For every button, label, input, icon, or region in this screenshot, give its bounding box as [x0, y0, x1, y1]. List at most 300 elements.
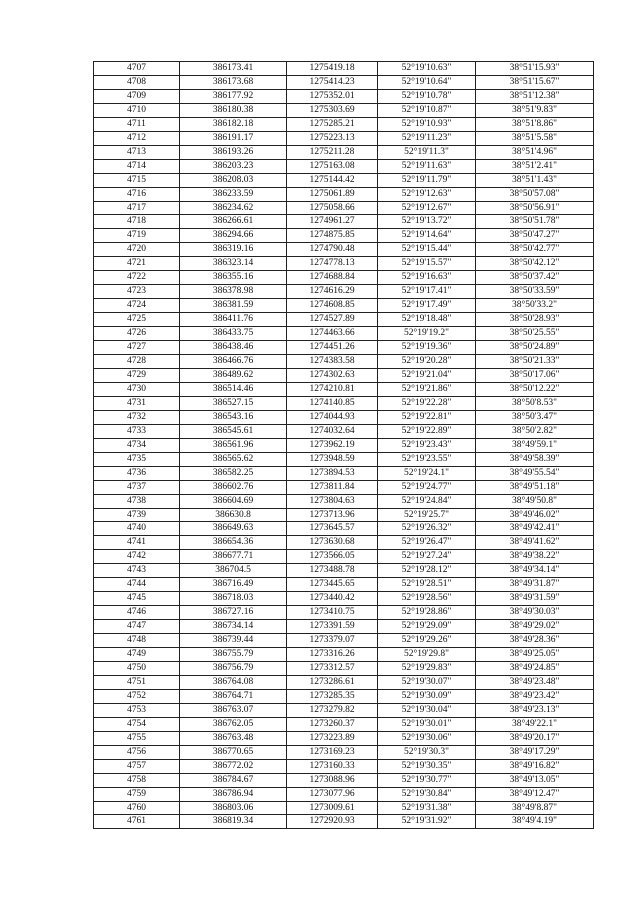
table-row [94, 745, 594, 759]
latitude-cell: 52°19'10.78" [378, 89, 476, 103]
y-coordinate-cell: 1273169.23 [287, 745, 378, 759]
latitude-cell: 52°19'30.07" [378, 675, 476, 689]
point-number-cell: 4745 [94, 592, 180, 606]
y-coordinate-cell: 1274140.85 [287, 396, 378, 410]
x-coordinate-cell: 386764.71 [180, 689, 287, 703]
point-number-cell: 4710 [94, 103, 180, 117]
table-row [94, 117, 594, 131]
point-number-cell: 4712 [94, 131, 180, 145]
latitude-cell: 52°19'24.77" [378, 480, 476, 494]
table-row [94, 494, 594, 508]
longitude-cell: 38°49'41.62" [476, 536, 594, 550]
latitude-cell: 52°19'15.57" [378, 257, 476, 271]
x-coordinate-cell: 386182.18 [180, 117, 287, 131]
table-row [94, 368, 594, 382]
point-number-cell: 4732 [94, 410, 180, 424]
x-coordinate-cell: 386514.46 [180, 382, 287, 396]
x-coordinate-cell: 386378.98 [180, 285, 287, 299]
point-number-cell: 4739 [94, 508, 180, 522]
longitude-cell: 38°50'2.82" [476, 424, 594, 438]
latitude-cell: 52°19'28.86" [378, 606, 476, 620]
point-number-cell: 4708 [94, 75, 180, 89]
table-row [94, 536, 594, 550]
latitude-cell: 52°19'30.84" [378, 787, 476, 801]
point-number-cell: 4725 [94, 313, 180, 327]
point-number-cell: 4715 [94, 173, 180, 187]
y-coordinate-cell: 1273316.26 [287, 648, 378, 662]
latitude-cell: 52°19'28.56" [378, 592, 476, 606]
longitude-cell: 38°49'20.17" [476, 731, 594, 745]
point-number-cell: 4742 [94, 550, 180, 564]
table-row [94, 438, 594, 452]
point-number-cell: 4750 [94, 661, 180, 675]
latitude-cell: 52°19'13.72" [378, 215, 476, 229]
latitude-cell: 52°19'21.86" [378, 382, 476, 396]
latitude-cell: 52°19'30.09" [378, 689, 476, 703]
point-number-cell: 4755 [94, 731, 180, 745]
x-coordinate-cell: 386323.14 [180, 257, 287, 271]
x-coordinate-cell: 386180.38 [180, 103, 287, 117]
latitude-cell: 52°19'27.24" [378, 550, 476, 564]
longitude-cell: 38°49'25.05" [476, 648, 594, 662]
y-coordinate-cell: 1275061.89 [287, 187, 378, 201]
table-row [94, 648, 594, 662]
coordinates-table-body [94, 62, 594, 829]
point-number-cell: 4711 [94, 117, 180, 131]
latitude-cell: 52°19'30.77" [378, 773, 476, 787]
x-coordinate-cell: 386489.62 [180, 368, 287, 382]
x-coordinate-cell: 386716.49 [180, 578, 287, 592]
x-coordinate-cell: 386763.48 [180, 731, 287, 745]
x-coordinate-cell: 386604.69 [180, 494, 287, 508]
latitude-cell: 52°19'11.63" [378, 159, 476, 173]
latitude-cell: 52°19'24.1" [378, 466, 476, 480]
y-coordinate-cell: 1273713.96 [287, 508, 378, 522]
y-coordinate-cell: 1273286.61 [287, 675, 378, 689]
point-number-cell: 4746 [94, 606, 180, 620]
longitude-cell: 38°50'56.91" [476, 201, 594, 215]
y-coordinate-cell: 1275163.08 [287, 159, 378, 173]
longitude-cell: 38°49'28.36" [476, 634, 594, 648]
table-row [94, 522, 594, 536]
longitude-cell: 38°51'8.86" [476, 117, 594, 131]
y-coordinate-cell: 1273312.57 [287, 661, 378, 675]
x-coordinate-cell: 386784.67 [180, 773, 287, 787]
longitude-cell: 38°51'5.58" [476, 131, 594, 145]
point-number-cell: 4751 [94, 675, 180, 689]
y-coordinate-cell: 1274302.63 [287, 368, 378, 382]
x-coordinate-cell: 386602.76 [180, 480, 287, 494]
table-row [94, 661, 594, 675]
longitude-cell: 38°51'2.41" [476, 159, 594, 173]
x-coordinate-cell: 386786.94 [180, 787, 287, 801]
point-number-cell: 4721 [94, 257, 180, 271]
latitude-cell: 52°19'18.48" [378, 313, 476, 327]
table-row [94, 285, 594, 299]
longitude-cell: 38°49'24.85" [476, 661, 594, 675]
table-row [94, 243, 594, 257]
latitude-cell: 52°19'11.23" [378, 131, 476, 145]
longitude-cell: 38°49'51.18" [476, 480, 594, 494]
longitude-cell: 38°51'12.38" [476, 89, 594, 103]
table-row [94, 62, 594, 76]
coordinates-table [93, 61, 594, 829]
point-number-cell: 4749 [94, 648, 180, 662]
table-row [94, 424, 594, 438]
y-coordinate-cell: 1275211.28 [287, 145, 378, 159]
latitude-cell: 52°19'31.92" [378, 815, 476, 829]
latitude-cell: 52°19'10.63" [378, 62, 476, 76]
x-coordinate-cell: 386543.16 [180, 410, 287, 424]
table-row [94, 103, 594, 117]
table-row [94, 689, 594, 703]
x-coordinate-cell: 386764.08 [180, 675, 287, 689]
y-coordinate-cell: 1274961.27 [287, 215, 378, 229]
table-row [94, 187, 594, 201]
table-row [94, 313, 594, 327]
x-coordinate-cell: 386433.75 [180, 327, 287, 341]
point-number-cell: 4713 [94, 145, 180, 159]
longitude-cell: 38°49'46.02" [476, 508, 594, 522]
table-row [94, 327, 594, 341]
table-row [94, 229, 594, 243]
table-row [94, 606, 594, 620]
latitude-cell: 52°19'25.7" [378, 508, 476, 522]
table-row [94, 299, 594, 313]
x-coordinate-cell: 386582.25 [180, 466, 287, 480]
point-number-cell: 4735 [94, 452, 180, 466]
longitude-cell: 38°49'12.47" [476, 787, 594, 801]
longitude-cell: 38°51'15.93" [476, 62, 594, 76]
x-coordinate-cell: 386803.06 [180, 801, 287, 815]
longitude-cell: 38°51'9.83" [476, 103, 594, 117]
point-number-cell: 4757 [94, 759, 180, 773]
longitude-cell: 38°50'42.77" [476, 243, 594, 257]
y-coordinate-cell: 1273804.63 [287, 494, 378, 508]
latitude-cell: 52°19'30.01" [378, 717, 476, 731]
longitude-cell: 38°49'16.82" [476, 759, 594, 773]
table-row [94, 159, 594, 173]
y-coordinate-cell: 1273630.68 [287, 536, 378, 550]
x-coordinate-cell: 386545.61 [180, 424, 287, 438]
latitude-cell: 52°19'12.63" [378, 187, 476, 201]
longitude-cell: 38°50'57.08" [476, 187, 594, 201]
y-coordinate-cell: 1275414.23 [287, 75, 378, 89]
longitude-cell: 38°49'17.29" [476, 745, 594, 759]
y-coordinate-cell: 1274875.85 [287, 229, 378, 243]
latitude-cell: 52°19'29.09" [378, 620, 476, 634]
table-row [94, 145, 594, 159]
x-coordinate-cell: 386727.16 [180, 606, 287, 620]
latitude-cell: 52°19'14.64" [378, 229, 476, 243]
point-number-cell: 4709 [94, 89, 180, 103]
longitude-cell: 38°49'30.03" [476, 606, 594, 620]
longitude-cell: 38°49'50.8" [476, 494, 594, 508]
point-number-cell: 4728 [94, 355, 180, 369]
x-coordinate-cell: 386438.46 [180, 341, 287, 355]
longitude-cell: 38°50'3.47" [476, 410, 594, 424]
longitude-cell: 38°49'8.87" [476, 801, 594, 815]
y-coordinate-cell: 1274383.58 [287, 355, 378, 369]
x-coordinate-cell: 386718.03 [180, 592, 287, 606]
latitude-cell: 52°19'24.84" [378, 494, 476, 508]
point-number-cell: 4717 [94, 201, 180, 215]
latitude-cell: 52°19'10.93" [378, 117, 476, 131]
latitude-cell: 52°19'28.12" [378, 564, 476, 578]
latitude-cell: 52°19'28.51" [378, 578, 476, 592]
latitude-cell: 52°19'20.28" [378, 355, 476, 369]
longitude-cell: 38°49'38.22" [476, 550, 594, 564]
y-coordinate-cell: 1274527.89 [287, 313, 378, 327]
y-coordinate-cell: 1273962.19 [287, 438, 378, 452]
latitude-cell: 52°19'15.44" [378, 243, 476, 257]
table-row [94, 787, 594, 801]
table-row [94, 759, 594, 773]
table-row [94, 508, 594, 522]
table-row [94, 564, 594, 578]
y-coordinate-cell: 1274451.26 [287, 341, 378, 355]
x-coordinate-cell: 386266.61 [180, 215, 287, 229]
x-coordinate-cell: 386734.14 [180, 620, 287, 634]
table-row [94, 382, 594, 396]
longitude-cell: 38°50'33.59" [476, 285, 594, 299]
longitude-cell: 38°49'22.1" [476, 717, 594, 731]
y-coordinate-cell: 1275419.18 [287, 62, 378, 76]
point-number-cell: 4731 [94, 396, 180, 410]
y-coordinate-cell: 1273088.96 [287, 773, 378, 787]
y-coordinate-cell: 1273077.96 [287, 787, 378, 801]
x-coordinate-cell: 386677.71 [180, 550, 287, 564]
y-coordinate-cell: 1273260.37 [287, 717, 378, 731]
x-coordinate-cell: 386770.65 [180, 745, 287, 759]
latitude-cell: 52°19'29.8" [378, 648, 476, 662]
latitude-cell: 52°19'30.35" [378, 759, 476, 773]
longitude-cell: 38°49'23.48" [476, 675, 594, 689]
latitude-cell: 52°19'22.81" [378, 410, 476, 424]
y-coordinate-cell: 1272920.93 [287, 815, 378, 829]
point-number-cell: 4754 [94, 717, 180, 731]
longitude-cell: 38°50'21.33" [476, 355, 594, 369]
longitude-cell: 38°50'8.53" [476, 396, 594, 410]
longitude-cell: 38°50'47.27" [476, 229, 594, 243]
latitude-cell: 52°19'23.43" [378, 438, 476, 452]
y-coordinate-cell: 1273645.57 [287, 522, 378, 536]
point-number-cell: 4729 [94, 368, 180, 382]
y-coordinate-cell: 1273391.59 [287, 620, 378, 634]
table-row [94, 773, 594, 787]
y-coordinate-cell: 1274210.81 [287, 382, 378, 396]
point-number-cell: 4744 [94, 578, 180, 592]
longitude-cell: 38°50'33.2" [476, 299, 594, 313]
table-row [94, 717, 594, 731]
table-row [94, 452, 594, 466]
point-number-cell: 4761 [94, 815, 180, 829]
y-coordinate-cell: 1273379.07 [287, 634, 378, 648]
x-coordinate-cell: 386704.5 [180, 564, 287, 578]
y-coordinate-cell: 1274044.93 [287, 410, 378, 424]
y-coordinate-cell: 1273894.53 [287, 466, 378, 480]
point-number-cell: 4756 [94, 745, 180, 759]
table-row [94, 341, 594, 355]
latitude-cell: 52°19'11.79" [378, 173, 476, 187]
latitude-cell: 52°19'16.63" [378, 271, 476, 285]
longitude-cell: 38°49'31.59" [476, 592, 594, 606]
y-coordinate-cell: 1275285.21 [287, 117, 378, 131]
point-number-cell: 4753 [94, 703, 180, 717]
point-number-cell: 4727 [94, 341, 180, 355]
latitude-cell: 52°19'29.26" [378, 634, 476, 648]
table-row [94, 550, 594, 564]
point-number-cell: 4748 [94, 634, 180, 648]
y-coordinate-cell: 1274032.64 [287, 424, 378, 438]
y-coordinate-cell: 1274616.29 [287, 285, 378, 299]
x-coordinate-cell: 386319.16 [180, 243, 287, 257]
x-coordinate-cell: 386173.41 [180, 62, 287, 76]
latitude-cell: 52°19'31.38" [378, 801, 476, 815]
x-coordinate-cell: 386819.34 [180, 815, 287, 829]
point-number-cell: 4737 [94, 480, 180, 494]
y-coordinate-cell: 1273160.33 [287, 759, 378, 773]
y-coordinate-cell: 1275303.69 [287, 103, 378, 117]
longitude-cell: 38°49'31.87" [476, 578, 594, 592]
point-number-cell: 4760 [94, 801, 180, 815]
point-number-cell: 4723 [94, 285, 180, 299]
latitude-cell: 52°19'17.49" [378, 299, 476, 313]
y-coordinate-cell: 1273009.61 [287, 801, 378, 815]
point-number-cell: 4759 [94, 787, 180, 801]
table-row [94, 634, 594, 648]
x-coordinate-cell: 386203.23 [180, 159, 287, 173]
point-number-cell: 4747 [94, 620, 180, 634]
latitude-cell: 52°19'19.36" [378, 341, 476, 355]
table-row [94, 215, 594, 229]
x-coordinate-cell: 386755.79 [180, 648, 287, 662]
latitude-cell: 52°19'22.89" [378, 424, 476, 438]
x-coordinate-cell: 386762.05 [180, 717, 287, 731]
x-coordinate-cell: 386565.62 [180, 452, 287, 466]
longitude-cell: 38°49'59.1" [476, 438, 594, 452]
table-row [94, 89, 594, 103]
y-coordinate-cell: 1273445.65 [287, 578, 378, 592]
table-row [94, 410, 594, 424]
longitude-cell: 38°50'25.55" [476, 327, 594, 341]
table-row [94, 131, 594, 145]
y-coordinate-cell: 1273948.59 [287, 452, 378, 466]
point-number-cell: 4726 [94, 327, 180, 341]
y-coordinate-cell: 1273285.35 [287, 689, 378, 703]
x-coordinate-cell: 386561.96 [180, 438, 287, 452]
longitude-cell: 38°49'42.41" [476, 522, 594, 536]
x-coordinate-cell: 386630.8 [180, 508, 287, 522]
table-row [94, 731, 594, 745]
longitude-cell: 38°49'13.05" [476, 773, 594, 787]
x-coordinate-cell: 386233.59 [180, 187, 287, 201]
longitude-cell: 38°49'34.14" [476, 564, 594, 578]
y-coordinate-cell: 1273279.82 [287, 703, 378, 717]
x-coordinate-cell: 386208.03 [180, 173, 287, 187]
latitude-cell: 52°19'12.67" [378, 201, 476, 215]
latitude-cell: 52°19'17.41" [378, 285, 476, 299]
x-coordinate-cell: 386654.36 [180, 536, 287, 550]
latitude-cell: 52°19'30.3" [378, 745, 476, 759]
longitude-cell: 38°50'51.78" [476, 215, 594, 229]
latitude-cell: 52°19'30.06" [378, 731, 476, 745]
point-number-cell: 4733 [94, 424, 180, 438]
table-row [94, 466, 594, 480]
longitude-cell: 38°49'29.02" [476, 620, 594, 634]
table-row [94, 815, 594, 829]
x-coordinate-cell: 386763.07 [180, 703, 287, 717]
latitude-cell: 52°19'23.55" [378, 452, 476, 466]
longitude-cell: 38°49'23.42" [476, 689, 594, 703]
longitude-cell: 38°50'17.06" [476, 368, 594, 382]
point-number-cell: 4719 [94, 229, 180, 243]
y-coordinate-cell: 1273440.42 [287, 592, 378, 606]
y-coordinate-cell: 1273410.75 [287, 606, 378, 620]
y-coordinate-cell: 1274688.84 [287, 271, 378, 285]
y-coordinate-cell: 1274790.48 [287, 243, 378, 257]
longitude-cell: 38°49'55.54" [476, 466, 594, 480]
latitude-cell: 52°19'26.47" [378, 536, 476, 550]
latitude-cell: 52°19'10.87" [378, 103, 476, 117]
x-coordinate-cell: 386173.68 [180, 75, 287, 89]
y-coordinate-cell: 1274778.13 [287, 257, 378, 271]
x-coordinate-cell: 386381.59 [180, 299, 287, 313]
longitude-cell: 38°50'28.93" [476, 313, 594, 327]
table-row [94, 578, 594, 592]
point-number-cell: 4714 [94, 159, 180, 173]
point-number-cell: 4736 [94, 466, 180, 480]
longitude-cell: 38°51'4.96" [476, 145, 594, 159]
y-coordinate-cell: 1275223.13 [287, 131, 378, 145]
table-row [94, 173, 594, 187]
longitude-cell: 38°51'1.43" [476, 173, 594, 187]
point-number-cell: 4738 [94, 494, 180, 508]
latitude-cell: 52°19'19.2" [378, 327, 476, 341]
table-row [94, 592, 594, 606]
table-row [94, 801, 594, 815]
y-coordinate-cell: 1275058.66 [287, 201, 378, 215]
table-row [94, 703, 594, 717]
x-coordinate-cell: 386294.66 [180, 229, 287, 243]
y-coordinate-cell: 1274463.66 [287, 327, 378, 341]
point-number-cell: 4720 [94, 243, 180, 257]
table-row [94, 480, 594, 494]
x-coordinate-cell: 386177.92 [180, 89, 287, 103]
point-number-cell: 4741 [94, 536, 180, 550]
table-row [94, 271, 594, 285]
point-number-cell: 4730 [94, 382, 180, 396]
latitude-cell: 52°19'22.28" [378, 396, 476, 410]
latitude-cell: 52°19'21.04" [378, 368, 476, 382]
longitude-cell: 38°50'12.22" [476, 382, 594, 396]
y-coordinate-cell: 1274608.85 [287, 299, 378, 313]
x-coordinate-cell: 386527.15 [180, 396, 287, 410]
table-row [94, 620, 594, 634]
x-coordinate-cell: 386739.44 [180, 634, 287, 648]
x-coordinate-cell: 386234.62 [180, 201, 287, 215]
table-row [94, 675, 594, 689]
table-row [94, 396, 594, 410]
point-number-cell: 4724 [94, 299, 180, 313]
longitude-cell: 38°50'37.42" [476, 271, 594, 285]
table-row [94, 201, 594, 215]
point-number-cell: 4734 [94, 438, 180, 452]
longitude-cell: 38°49'4.19" [476, 815, 594, 829]
longitude-cell: 38°51'15.67" [476, 75, 594, 89]
table-row [94, 75, 594, 89]
latitude-cell: 52°19'11.3" [378, 145, 476, 159]
